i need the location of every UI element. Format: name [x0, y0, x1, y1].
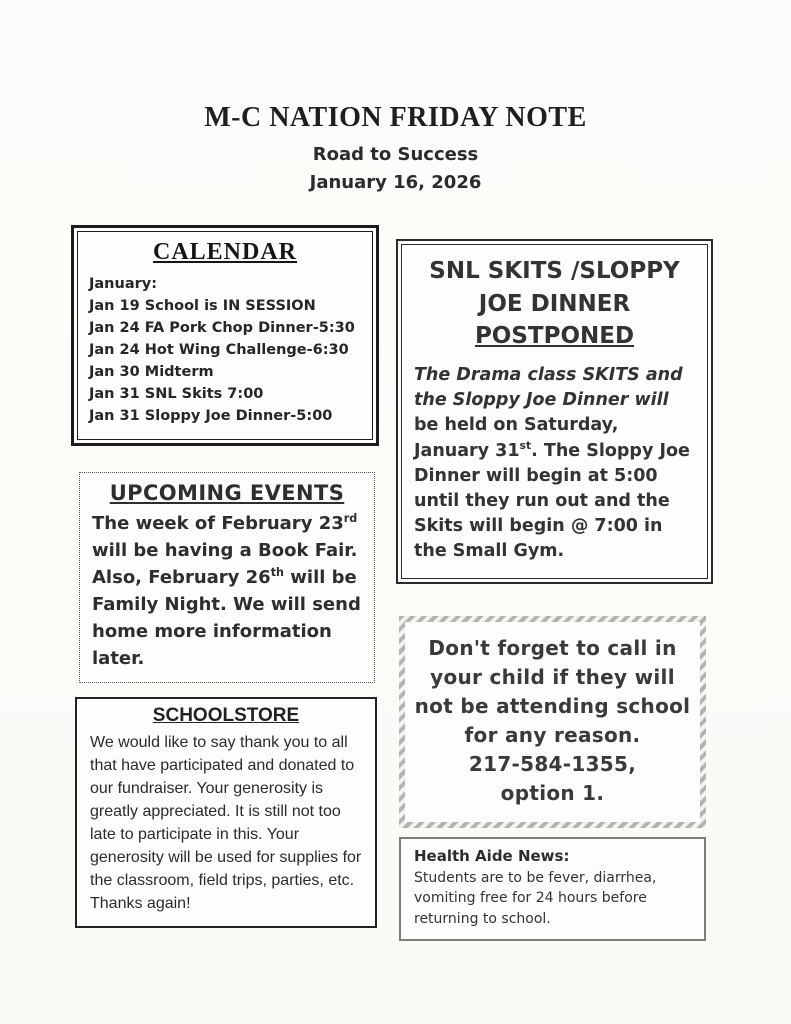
calendar-item: Jan 31 Sloppy Joe Dinner-5:00 [89, 408, 333, 425]
snl-body [414, 363, 695, 564]
snl-title [414, 255, 695, 353]
schoolstore-body: We would like to say thank you to all that have participated and donated to our fundraiser. Your generosity is greatly appreciated. It is still not too late to participate in this. Your generosity will be used for supplies for the classroom, field trips, parties, etc. Thanks again! [90, 734, 362, 913]
snl-body-italic: The Drama class SKITS and the Sloppy Joe Dinner will [414, 364, 683, 410]
snl-inner-border [401, 244, 708, 579]
upcoming-text: will be Family Night. We will send home more information later. [92, 567, 361, 669]
calendar-item: Jan 24 Hot Wing Challenge-6:30 [89, 342, 349, 359]
snl-title-line1: SNL SKITS /SLOPPY [429, 258, 680, 284]
page-title: M-C NATION FRIDAY NOTE [204, 102, 587, 133]
upcoming-ordinal-suffix: th [270, 566, 284, 579]
health-aide-title: Health Aide News: [414, 847, 570, 865]
calendar-item: Jan 31 SNL Skits 7:00 [89, 386, 264, 403]
upcoming-events-title: UPCOMING EVENTS [109, 481, 345, 505]
call-in-option: option 1. [500, 781, 605, 805]
snl-title-line3: POSTPONED [474, 323, 635, 350]
upcoming-events-body [92, 510, 362, 672]
calendar-section [71, 225, 379, 446]
upcoming-text: will be having a Book Fair. Also, February 26 [92, 540, 358, 588]
schoolstore-section [75, 697, 377, 928]
health-aide-section [399, 837, 706, 941]
calendar-title: CALENDAR [152, 239, 297, 265]
snl-ordinal-suffix: st [519, 439, 532, 453]
snl-title-line2: JOE DINNER [478, 290, 631, 317]
calendar-month-label: January: [89, 276, 158, 292]
call-in-message: Don't forget to call in your child if they will not be attending school for any reason. [414, 636, 691, 747]
upcoming-ordinal-suffix: rd [343, 512, 358, 525]
page-subtitle: Road to Success [312, 144, 479, 165]
call-in-phone-number: 217-584-1355, [468, 752, 637, 776]
health-aide-body: Students are to be fever, diarrhea, vomiting free for 24 hours before returning to school. [414, 870, 657, 927]
newsletter-header [0, 102, 791, 193]
calendar-item: Jan 19 School is IN SESSION [89, 298, 316, 315]
snl-body-text: be held on Saturday, January 31 [414, 415, 619, 461]
calendar-item: Jan 24 FA Pork Chop Dinner-5:30 [89, 320, 355, 337]
upcoming-events-section [79, 472, 375, 683]
calendar-inner-border [77, 231, 373, 440]
call-in-reminder-section [399, 616, 706, 828]
page-date: January 16, 2026 [309, 172, 482, 193]
calendar-item: Jan 30 Midterm [89, 364, 214, 381]
schoolstore-title: SCHOOLSTORE [152, 705, 300, 726]
snl-postponed-section [396, 239, 713, 584]
upcoming-text: The week of February 23 [92, 513, 344, 534]
snl-body-text: . The Sloppy Joe Dinner will begin at 5:00 until they run out and the Skits will begin @ 7:00 in the Small Gym. [414, 440, 690, 561]
